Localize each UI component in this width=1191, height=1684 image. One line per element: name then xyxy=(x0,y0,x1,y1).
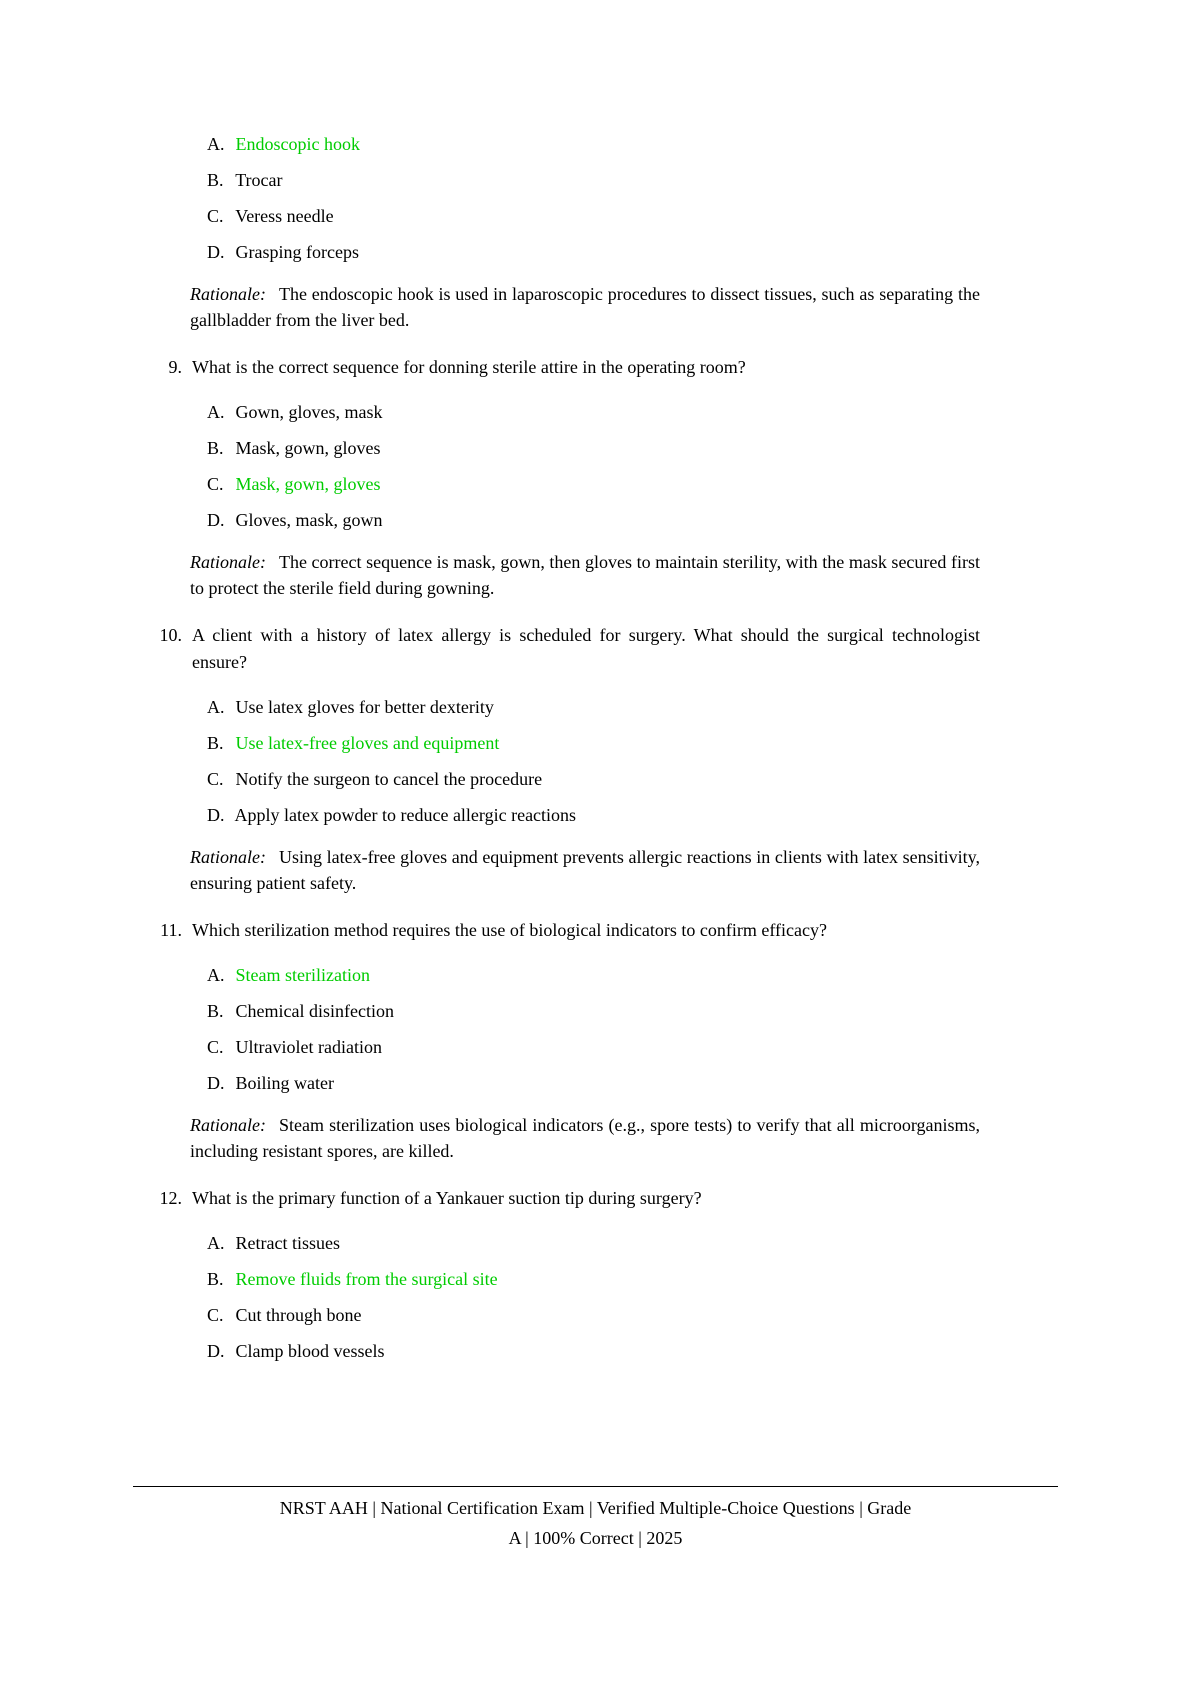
question-number: 10. xyxy=(159,625,182,645)
option-letter: B. xyxy=(207,170,224,190)
question-head xyxy=(150,917,980,944)
option-letter: C. xyxy=(207,1037,224,1057)
option xyxy=(207,471,980,497)
option xyxy=(207,1338,980,1364)
option-letter: D. xyxy=(207,805,225,825)
option-text: Mask, gown, gloves xyxy=(235,474,381,494)
rationale-text: Steam sterilization uses biological indicators (e.g., spore tests) to verify that all microorganisms, including resistant spores, are killed. xyxy=(190,1115,980,1161)
option-text: Gown, gloves, mask xyxy=(235,402,383,422)
option-text: Clamp blood vessels xyxy=(235,1341,385,1361)
question-8-partial xyxy=(150,131,980,333)
option xyxy=(207,1070,980,1096)
rationale xyxy=(190,1112,980,1164)
option-text: Mask, gown, gloves xyxy=(235,438,381,458)
rationale xyxy=(190,549,980,601)
option xyxy=(207,802,980,828)
option-text: Gloves, mask, gown xyxy=(235,510,383,530)
option-letter: D. xyxy=(207,242,225,262)
option-text: Boiling water xyxy=(235,1073,334,1093)
rationale-label: Rationale: xyxy=(190,1115,266,1135)
rationale-label: Rationale: xyxy=(190,552,266,572)
option-letter: A. xyxy=(207,402,225,422)
option xyxy=(207,730,980,756)
question-text: A client with a history of latex allergy is scheduled for surgery. What should the surgical technologist ensure? xyxy=(192,625,980,672)
option-text: Chemical disinfection xyxy=(235,1001,394,1021)
option xyxy=(207,167,980,193)
option xyxy=(207,998,980,1024)
option xyxy=(207,1230,980,1256)
option-letter: C. xyxy=(207,1305,224,1325)
option-letter: A. xyxy=(207,1233,225,1253)
rationale-label: Rationale: xyxy=(190,284,266,304)
option xyxy=(207,694,980,720)
option-letter: C. xyxy=(207,206,224,226)
option-letter: A. xyxy=(207,965,225,985)
option-text: Cut through bone xyxy=(235,1305,362,1325)
option-text: Retract tissues xyxy=(235,1233,340,1253)
question-number: 11. xyxy=(160,920,182,940)
option-text: Remove fluids from the surgical site xyxy=(235,1269,498,1289)
option-text: Use latex gloves for better dexterity xyxy=(235,697,494,717)
question-12 xyxy=(150,1185,980,1364)
option xyxy=(207,435,980,461)
question-9 xyxy=(150,354,980,601)
options-list xyxy=(150,399,980,533)
option-letter: B. xyxy=(207,733,224,753)
option-text: Endoscopic hook xyxy=(235,134,360,154)
footer-line-1: NRST AAH | National Certification Exam | Verified Multiple-Choice Questions | Grade xyxy=(279,1498,912,1518)
rationale xyxy=(190,844,980,896)
option xyxy=(207,1302,980,1328)
exam-content xyxy=(150,131,980,1374)
option xyxy=(207,239,980,265)
options-list xyxy=(150,694,980,828)
rationale-text: The correct sequence is mask, gown, then gloves to maintain sterility, with the mask secured first to protect the sterile field during gowning. xyxy=(190,552,980,598)
question-head xyxy=(150,622,980,676)
option-text: Notify the surgeon to cancel the procedure xyxy=(235,769,543,789)
question-number: 12. xyxy=(159,1188,182,1208)
option-letter: D. xyxy=(207,510,225,530)
option xyxy=(207,962,980,988)
option-text: Use latex-free gloves and equipment xyxy=(235,733,500,753)
option xyxy=(207,766,980,792)
rationale xyxy=(190,281,980,333)
question-number: 9. xyxy=(168,357,182,377)
question-10 xyxy=(150,622,980,896)
option xyxy=(207,507,980,533)
page-footer xyxy=(133,1486,1058,1553)
question-head xyxy=(150,354,980,381)
option xyxy=(207,203,980,229)
options-list xyxy=(150,1230,980,1364)
option-text: Ultraviolet radiation xyxy=(235,1037,382,1057)
question-11 xyxy=(150,917,980,1164)
option xyxy=(207,131,980,157)
option-letter: D. xyxy=(207,1341,225,1361)
option-text: Apply latex powder to reduce allergic reactions xyxy=(234,805,577,825)
options-list xyxy=(150,962,980,1096)
question-text: What is the correct sequence for donning sterile attire in the operating room? xyxy=(192,357,746,377)
option-letter: A. xyxy=(207,134,225,154)
option-letter: C. xyxy=(207,474,224,494)
option xyxy=(207,1034,980,1060)
option-letter: B. xyxy=(207,438,224,458)
rationale-text: The endoscopic hook is used in laparoscopic procedures to dissect tissues, such as separating the gallbladder from the liver bed. xyxy=(190,284,980,330)
rationale-label: Rationale: xyxy=(190,847,266,867)
question-text: Which sterilization method requires the use of biological indicators to confirm efficacy? xyxy=(192,920,827,940)
option-letter: C. xyxy=(207,769,224,789)
option-letter: B. xyxy=(207,1269,224,1289)
options-list xyxy=(150,131,980,265)
rationale-text: Using latex-free gloves and equipment prevents allergic reactions in clients with latex sensitivity, ensuring patient safety. xyxy=(190,847,980,893)
option xyxy=(207,399,980,425)
option-text: Veress needle xyxy=(235,206,334,226)
option xyxy=(207,1266,980,1292)
option-text: Steam sterilization xyxy=(235,965,370,985)
question-head xyxy=(150,1185,980,1212)
option-text: Grasping forceps xyxy=(235,242,359,262)
option-letter: A. xyxy=(207,697,225,717)
option-letter: B. xyxy=(207,1001,224,1021)
footer-line-2: A | 100% Correct | 2025 xyxy=(508,1528,683,1548)
option-letter: D. xyxy=(207,1073,225,1093)
option-text: Trocar xyxy=(235,170,283,190)
question-text: What is the primary function of a Yankauer suction tip during surgery? xyxy=(192,1188,702,1208)
